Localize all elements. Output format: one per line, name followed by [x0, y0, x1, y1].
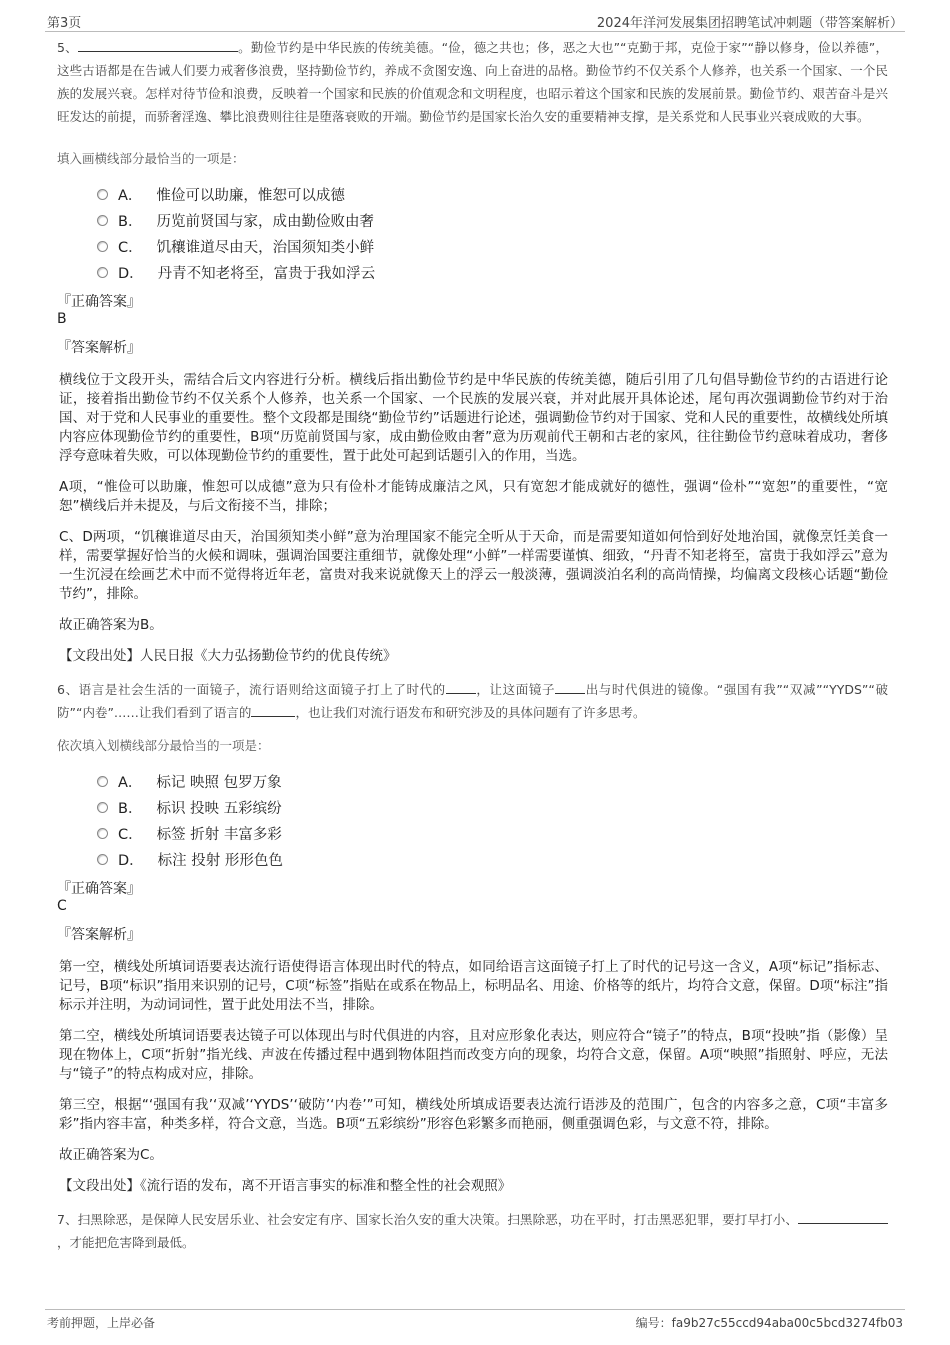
- radio-icon[interactable]: [97, 267, 108, 278]
- option-b[interactable]: B． 历览前贤国与家，成由勤俭败由奢: [97, 207, 888, 233]
- answer-blank: [78, 37, 238, 52]
- analysis-paragraph: 第一空，横线处所填词语要表达流行语使得语言体现出时代的特点，如同给语言这面镜子打上了时代的记号这一含义，A项“标记”指标志、记号，B项“标识”指用来识别的记号，C项“标签”指贴在或系在物品上，标明品名、用途、价格等的纸片，均符合文意，保留。D项“标注”指标示并注明，为动词词性，置于此处用法不当，排除。: [59, 959, 888, 1013]
- page-number: 第3页: [47, 16, 82, 31]
- analysis-label: 『答案解析』: [57, 927, 141, 943]
- option-c[interactable]: C． 标签 折射 丰富多彩: [97, 820, 888, 846]
- analysis-paragraph: 第二空，横线处所填词语要表达镜子可以体现出与时代俱进的内容，且对应形象化表达，则应符合“镜子”的特点，B项“投映”指（影像）呈现在物体上，C项“折射”指光线、声波在传播过程中遇到物体阻挡而改变方向的现象，均符合文意，保留。A项“映照”指照射、呼应，无法与“镜子”的特点构成对应，排除。: [59, 1028, 888, 1082]
- radio-icon[interactable]: [97, 241, 108, 252]
- analysis-paragraph: A项，“惟俭可以助廉，惟恕可以成德”意为只有俭朴才能铸成廉洁之风，只有宽恕才能成就好的德性，强调“俭朴”“宽恕”的重要性，“宽恕”横线后并未提及，与后文衔接不当，排除；: [59, 479, 888, 514]
- question-6-instruction: 依次填入划横线部分最恰当的一项是：: [57, 738, 270, 753]
- question-5-options: [97, 181, 888, 285]
- question-5-instruction: 填入画横线部分最恰当的一项是：: [57, 151, 245, 166]
- analysis-conclusion: 故正确答案为C。: [59, 1147, 163, 1163]
- source-citation: 【文段出处】《流行语的发布，离不开语言事实的标准和整全性的社会观照》: [59, 1178, 512, 1194]
- radio-icon[interactable]: [97, 802, 108, 813]
- answer-blank: [446, 679, 476, 694]
- option-a[interactable]: A． 惟俭可以助廉，惟恕可以成德: [97, 181, 888, 207]
- analysis-paragraph: 横线位于文段开头，需结合后文内容进行分析。横线后指出勤俭节约是中华民族的传统美德，随后引用了几句倡导勤俭节约的古语进行论证，接着指出勤俭节约不仅关系个人修养，也关系一个国家、一个民族的发展兴衰，并对此展开具体论述，尾句再次强调勤俭节约对于治国、对于党和人民事业的重要性。整个文段都是围绕“勤俭节约”话题进行论述，强调勤俭节约对于国家、党和人民的重要性，故横线处所填内容应体现勤俭节约的重要性，B项“历览前贤国与家，成由勤俭败由奢”意为历观前代王朝和古老的家风，往往勤俭节约意味着成功，奢侈浮夸意味着失败，可以体现勤俭节约的重要性，置于此处可起到话题引入的作用，当选。: [59, 372, 888, 464]
- question-7-stem: 7、扫黑除恶，是保障人民安居乐业、社会安定有序、国家长治久安的重大决策。扫黑除恶，功在平时，打击黑恶犯罪，要打早打小、，才能把危害降到最低。: [57, 1208, 888, 1254]
- footer-slogan: 考前押题，上岸必备: [47, 1316, 156, 1330]
- option-d[interactable]: D． 丹青不知老将至，富贵于我如浮云: [97, 259, 888, 285]
- radio-icon[interactable]: [97, 828, 108, 839]
- page-header: [0, 0, 950, 32]
- option-c[interactable]: C． 饥穰谁道尽由天，治国须知类小鲜: [97, 233, 888, 259]
- document-title: 2024年洋河发展集团招聘笔试冲刺题（带答案解析）: [596, 16, 903, 31]
- answer-label: 『正确答案』: [57, 294, 141, 310]
- source-citation: 【文段出处】人民日报《大力弘扬勤俭节约的优良传统》: [59, 648, 397, 664]
- document-body: [57, 36, 888, 1254]
- answer-label: 『正确答案』: [57, 881, 141, 897]
- question-6-options: [97, 768, 888, 872]
- answer-blank: [555, 679, 585, 694]
- option-d[interactable]: D． 标注 投射 形形色色: [97, 846, 888, 872]
- correct-answer: C: [57, 898, 67, 914]
- analysis-paragraph: 第三空，根据“‘强国有我’‘双减’‘YYDS’‘破防’‘内卷’”可知，横线处所填成语要表达流行语涉及的范围广，包含的内容多之意，C项“丰富多彩”指内容丰富，种类多样，符合文意，当选。B项“五彩缤纷”形容色彩繁多而艳丽，侧重强调色彩，与文意不符，排除。: [59, 1097, 888, 1132]
- document-code: 编号：fa9b27c55ccd94aba00c5bcd3274fb03: [635, 1316, 903, 1330]
- radio-icon[interactable]: [97, 215, 108, 226]
- question-6-stem: 6、语言是社会生活的一面镜子，流行语则给这面镜子打上了时代的 ，让这面镜子 出与时代俱进的镜像。“强国有我”“双减”“YYDS”“破防”“内卷”……让我们看到了语言的 ，也让我们对流行语发布和研究涉及的具体问题有了许多思考。: [57, 678, 888, 724]
- answer-blank: [798, 1209, 888, 1224]
- analysis-conclusion: 故正确答案为B。: [59, 617, 163, 633]
- footer-divider: [45, 1309, 905, 1310]
- radio-icon[interactable]: [97, 189, 108, 200]
- correct-answer: B: [57, 311, 67, 327]
- radio-icon[interactable]: [97, 854, 108, 865]
- option-a[interactable]: A． 标记 映照 包罗万象: [97, 768, 888, 794]
- header-divider: [45, 31, 905, 32]
- radio-icon[interactable]: [97, 776, 108, 787]
- question-5-stem: 5、 。勤俭节约是中华民族的传统美德。“俭，德之共也；侈，恶之大也”“克勤于邦，克俭于家”“静以修身，俭以养德”，这些古语都是在告诫人们要力戒奢侈浪费，坚持勤俭节约，养成不贪图安逸、向上奋进的品格。勤俭节约不仅关系个人修养，也关系一个国家、一个民族的发展兴衰。怎样对待节俭和浪费，反映着一个国家和民族的价值观念和文明程度，也昭示着这个国家和民族的发展前景。勤俭节约、艰苦奋斗是兴旺发达的前提，而骄奢淫逸、攀比浪费则往往是堕落衰败的开端。勤俭节约是国家长治久安的重要精神支撑，是关系党和人民事业兴衰成败的大事。: [57, 36, 888, 137]
- analysis-paragraph: C、D两项，“饥穰谁道尽由天，治国须知类小鲜”意为治理国家不能完全听从于天命，而是需要知道如何恰到好处地治国，就像烹饪美食一样，需要掌握好恰当的火候和调味，强调治国要注重细节，就像处理“小鲜”一样需要谨慎、细致，“丹青不知老将至，富贵于我如浮云”意为一生沉浸在绘画艺术中而不觉得将近年老，富贵对我来说就像天上的浮云一般淡薄，强调淡泊名利的高尚情操，均偏离文段核心话题“勤俭节约”，排除。: [59, 529, 888, 602]
- option-b[interactable]: B． 标识 投映 五彩缤纷: [97, 794, 888, 820]
- analysis-label: 『答案解析』: [57, 340, 141, 356]
- answer-blank: [251, 702, 295, 717]
